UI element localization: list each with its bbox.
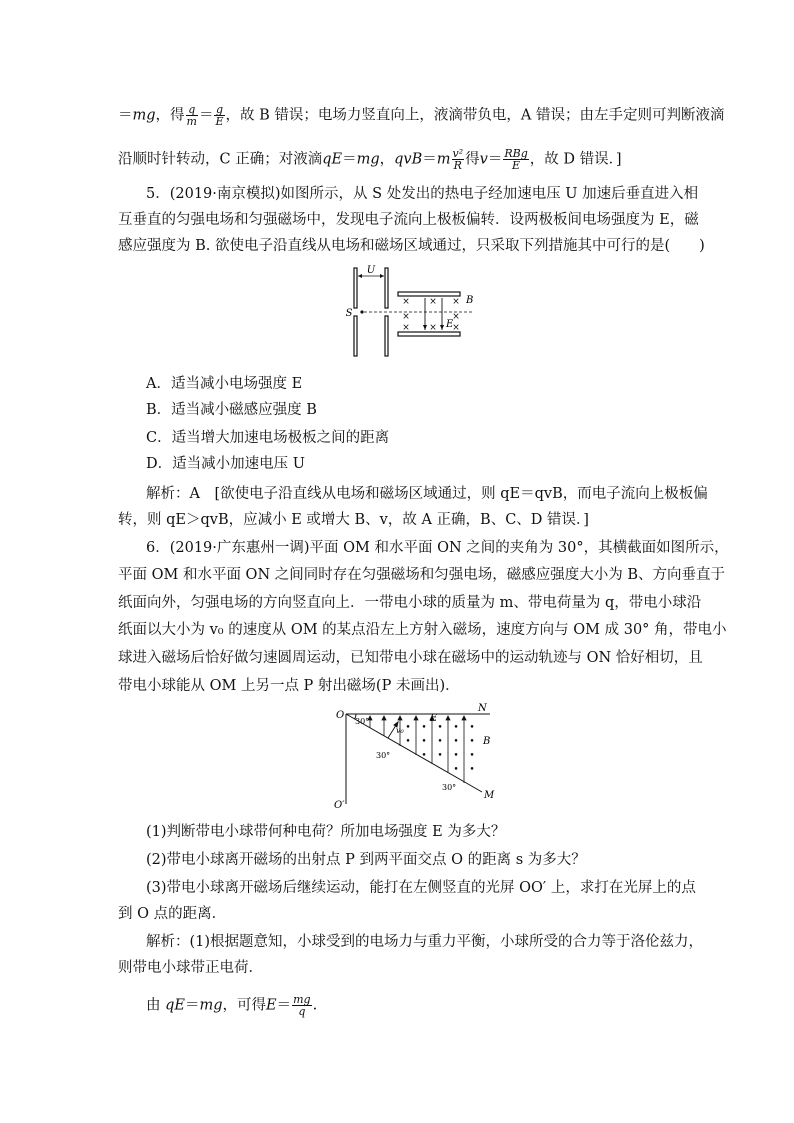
label-s: S — [345, 308, 353, 319]
question-6-line-1: 6．(2019·广东惠州一调)平面 OM 和水平面 ON 之间的夹角为 30°，其横截面如图所示， — [146, 540, 729, 556]
fraction-q-over-m: $\frac{q}{m}$ — [186, 103, 197, 128]
text: ，得 — [155, 107, 185, 124]
label-m: M — [484, 790, 495, 801]
option-b: B．适当减小磁感应强度 B — [146, 402, 317, 418]
option-c: C．适当增大加速电场极板之间的距离 — [146, 430, 390, 446]
question-6-line-5: 球进入磁场后恰好做匀速圆周运动，已知带电小球在磁场中的运动轨迹与 ON 恰好相切，且 — [118, 650, 703, 666]
question-6-line-6: 带电小球能从 OM 上另一点 P 射出磁场(P 未画出)． — [118, 678, 460, 694]
label-n: N — [478, 703, 487, 714]
label-v0: v₀ — [396, 726, 404, 735]
dot-15: • — [453, 765, 459, 775]
option-d: D．适当减小加速电压 U — [146, 456, 305, 472]
question-6-line-4: 纸面以大小为 v₀ 的速度从 OM 的某点沿左上方射入磁场，速度方向与 OM 成 30° 角，带电小 — [118, 622, 727, 638]
figure-velocity-selector — [340, 262, 480, 362]
cross-1: × — [402, 297, 410, 307]
source-point — [360, 310, 363, 313]
dot-7: • — [421, 737, 427, 747]
dot-2: • — [421, 723, 427, 733]
fraction-mg-over-q: $\frac{mg}{q}$ — [293, 993, 311, 1018]
solution-continuation-line-1 — [118, 103, 725, 128]
dot-14: • — [469, 751, 475, 761]
dot-16: • — [469, 765, 475, 775]
answer-5-line-2: 转，则 qE＞qvB，应减小 E 或增大 B、v，故 A 正确，B、C、D 错误．] — [118, 512, 589, 528]
subquestion-2: (2)带电小球离开磁场的出射点 P 到两平面交点 O 的距离 s 为多大？ — [146, 852, 586, 868]
dot-4: • — [453, 723, 459, 733]
answer-5-line-1: 解析：A [欲使电子沿直线从电场和磁场区域通过，则 qE＝qvB，而电子流向上极板偏 — [146, 486, 708, 502]
dot-3: • — [437, 723, 443, 733]
cross-3: × — [452, 297, 460, 307]
label-o-prime: O′ — [334, 800, 345, 811]
cross-5: × — [452, 312, 460, 322]
dot-12: • — [437, 751, 443, 761]
cross-6: × — [402, 323, 410, 333]
dot-8: • — [437, 737, 443, 747]
angle-at-m: 30° — [442, 783, 457, 792]
dot-13: • — [453, 751, 459, 761]
label-b: B — [483, 736, 491, 747]
math: mg — [132, 107, 156, 124]
label-e: E — [430, 713, 438, 724]
dot-1: • — [405, 723, 411, 733]
solution-continuation-line-2: 沿顺时针转动，C 正确；对液滴qE＝mg，qvB＝m $\frac{\text{v²}}{R}$ 得v＝ $\frac{\text{RBg}}{E}$ ，故 D 错误．] — [118, 147, 622, 172]
fraction-rbg-over-e: $\frac{\text{RBg}}{E}$ — [504, 147, 528, 172]
question-5-line-2: 互垂直的匀强电场和匀强磁场中，发现电子流向上极板偏转．设两极板间电场强度为 E，磁 — [118, 212, 699, 228]
angle-at-o: 30° — [355, 717, 370, 726]
text: ，故 B 错误；电场力竖直向上，液滴带负电，A 错误；由左手定则可判断液滴 — [225, 107, 725, 124]
angle-at-entry: 30° — [376, 751, 391, 760]
label-b: B — [466, 295, 474, 306]
subquestion-3-line-1: (3)带电小球离开磁场后继续运动，能打在左侧竖直的光屏 OO′ 上，求打在光屏上的点 — [146, 880, 696, 896]
question-5-line-3: 感应强度为 B. 欲使电子沿直线从电场和磁场区域通过，只采取下列措施其中可行的是( ) — [118, 238, 705, 254]
question-5-line-1: 5．(2019·南京模拟)如图所示，从 S 处发出的热电子经加速电压 U 加速后垂直进入相 — [146, 186, 699, 202]
cross-7: × — [429, 323, 437, 333]
answer-6-line-2: 则带电小球带正电荷． — [118, 960, 263, 976]
dot-5: • — [469, 723, 475, 733]
text: ＝ — [118, 107, 133, 124]
dot-9: • — [453, 737, 459, 747]
option-a: A．适当减小电场强度 E — [146, 376, 303, 392]
dot-11: • — [421, 751, 427, 761]
label-u: U — [366, 265, 376, 276]
dot-6: • — [405, 737, 411, 747]
dot-10: • — [469, 737, 475, 747]
question-6-line-3: 纸面向外，匀强电场的方向竖直向上．一带电小球的质量为 m、带电荷量为 q，带电小球沿 — [118, 595, 702, 611]
answer-6-line-1: 解析：(1)根据题意知，小球受到的电场力与重力平衡，小球所受的合力等于洛伦兹力， — [146, 934, 704, 950]
fraction-g-over-e: $\frac{g}{E}$ — [215, 103, 224, 128]
answer-6-line-3: 由 qE＝mg，可得E＝ $\frac{mg}{q}$ . — [146, 993, 318, 1018]
figure-wedge-field — [322, 700, 502, 812]
subquestion-3-line-2: 到 O 点的距离． — [118, 906, 227, 922]
text: ＝ — [198, 107, 214, 124]
question-6-line-2: 平面 OM 和水平面 ON 之间同时存在匀强磁场和匀强电场，磁感应强度大小为 B、方向垂直于 — [118, 567, 726, 583]
cross-2: × — [429, 297, 437, 307]
label-o: O — [336, 710, 345, 721]
cross-4: × — [402, 312, 410, 322]
cross-8: × — [452, 323, 460, 333]
fraction-v2-over-r: $\frac{\text{v²}}{R}$ — [452, 147, 464, 172]
subquestion-1: (1)判断带电小球带何种电荷？所加电场强度 E 为多大？ — [146, 824, 506, 840]
label-e: E — [446, 319, 454, 330]
